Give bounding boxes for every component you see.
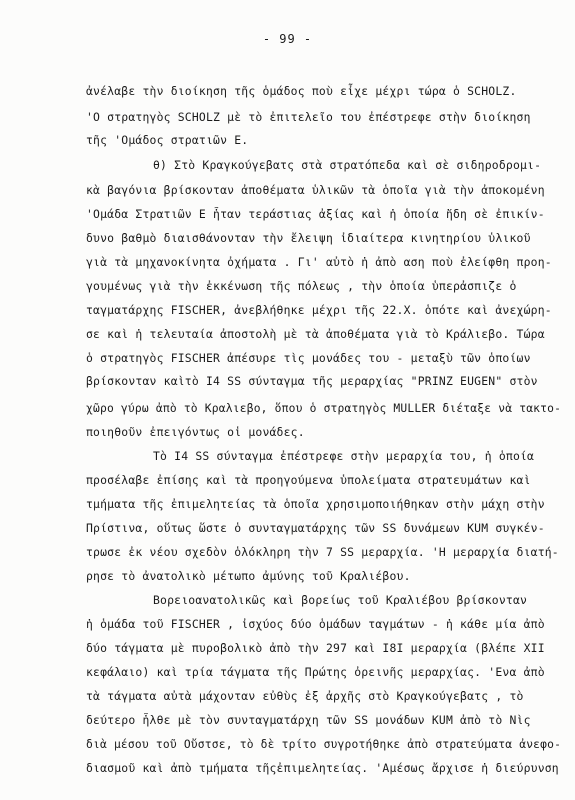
text-line: ἡ ὁμάδα τοῦ FISCHER , ἰσχύος δύο ὁμάδων ταγμάτων - ἡ κάθε μία ἀπὸ — [86, 617, 545, 631]
text-line: σε καὶ ἡ τελευταία ἀποστολὴ μὲ τὰ ἀποθέματα γιὰ τὸ Κράλιεβο. Τώρα — [86, 327, 545, 341]
text-line: δεύτερο ἦλθε μὲ τὸν συνταγματάρχη τῶν SS μονάδων KUM ἀπὸ τὸ Νὶς — [86, 713, 531, 727]
text-line: διὰ μέσου τοῦ Οὔστσε, τὸ δὲ τρίτο συγροτήθηκε ἀπὸ στρατεύματα ἀνεφο- — [86, 737, 562, 751]
text-line: ὁ στρατηγὸς FISCHER ἀπέσυρε τὶς μονάδες του - μεταξὺ τῶν ὁποίων — [86, 351, 531, 365]
text-line: 'Ομάδα Στρατιῶν Ε ἦταν τεράστιας ἀξίας καὶ ἡ ὁποία ἤδη σὲ ἐπικίν- — [86, 207, 545, 221]
text-line: βρίσκονταν καὶτὸ I4 SS σύνταγμα τῆς μεραρχίας "PRINZ EUGEN" στὸν — [86, 374, 538, 388]
text-line: Βορειοανατολικῶς καὶ βορείως τοῦ Κραλιέβου βρίσκονταν — [153, 593, 528, 607]
text-line: προσέλαβε ἐπίσης καὶ τὰ προηγούμενα ὑπολείματα στρατευμάτων καὶ — [86, 473, 531, 487]
text-line: γουμένως γιὰ τὴν ἐκκένωση τῆς πόλεως , τὴν ὁποία ὑπερἀσπιζε ὁ — [86, 279, 517, 293]
text-line: ρησε τὸ ἀνατολικὸ μέτωπο ἀμύνης τοῦ Κραλιέβου. — [86, 569, 411, 583]
text-line: κὰ βαγόνια βρίσκονταν ἀποθέματα ὑλικῶν τὰ ὁποῖα γιὰ τὴν ἀποκομένη — [86, 183, 545, 197]
text-line: δύο τάγματα μὲ πυροβολικὸ ἀπὸ τὴν 297 καὶ I8I μεραρχία (βλέπε XII — [86, 641, 545, 655]
text-line: ταγματάρχης FISCHER, ἀνεβλήθηκε μέχρι τῆς 22.Χ. ὁπότε καὶ ἀνεχώρη- — [86, 303, 552, 317]
text-line: χῶρο γύρω ἀπὸ τὸ Κραλιεβο, ὅπου ὁ στρατηγὸς MULLER διέταξε νὰ τακτο- — [86, 401, 562, 415]
text-line: δυνο βαθμὸ διαισθάνονταν τὴν ἔλειψη ἰδιαίτερα κινητηρίου ὑλικοῦ — [86, 231, 531, 245]
text-line: κεφάλαιο) καὶ τρία τάγματα τῆς Πρώτης ὀρεινῆς μεραρχίας. 'Ενα ἀπὸ — [86, 665, 545, 679]
text-line: ἀνέλαβε τὴν διοίκηση τῆς ὁμάδος ποὺ εἶχε μέχρι τώρα ὁ SCHOLZ. — [86, 84, 517, 98]
text-line: τῆς 'Ομάδος στρατιῶν Ε. — [86, 133, 249, 147]
page-number: - 99 - — [262, 32, 313, 46]
text-line: 'Ο στρατηγὸς SCHOLZ μὲ τὸ ἐπιτελεῖο του ἐπέστρεφε στὴν διοίκηση — [86, 110, 531, 124]
text-line: Τὸ I4 SS σύνταγμα ἐπέστρεφε στὴν μεραρχία του, ἡ ὁποία — [153, 449, 535, 463]
text-line: διασμοῦ καὶ ἀπὸ τμήματα τῆςἐπιμελητείας. 'Αμέσως ἄρχισε ἡ διεύρυνση — [86, 761, 559, 775]
text-line: τρωσε ἐκ νέου σχεδὸν ὁλόκληρη τὴν 7 SS μεραρχία. 'Η μεραρχία διατή- — [86, 545, 559, 559]
text-line: τὰ τάγματα αὐτὰ μάχονταν εὐθὺς ἐξ ἀρχῆς στὸ Κραγκούγεβατς , τὸ — [86, 689, 524, 703]
text-line: γιὰ τὰ μηχανοκίνητα ὀχήματα . Γι' αὐτὸ ἡ ἀπὸ αση ποὺ ἐλείφθη προη- — [86, 255, 552, 269]
text-line: Πρίστινα, οὕτως ὥστε ὁ συνταγματάρχης τῶν SS δυνάμεων KUM συγκέν- — [86, 521, 545, 535]
text-line: τμήματα τῆς ἐπιμελητείας τὰ ὁποῖα χρησιμοποιήθηκαν στὴν μάχη στὴν — [86, 497, 545, 511]
text-line: θ) Στὸ Κραγκούγεβατς στὰ στρατόπεδα καὶ σὲ σιδηροδρομι- — [153, 158, 542, 172]
text-line: ποιηθοῦν ἐπειγόντως οἱ μονάδες. — [86, 425, 305, 439]
